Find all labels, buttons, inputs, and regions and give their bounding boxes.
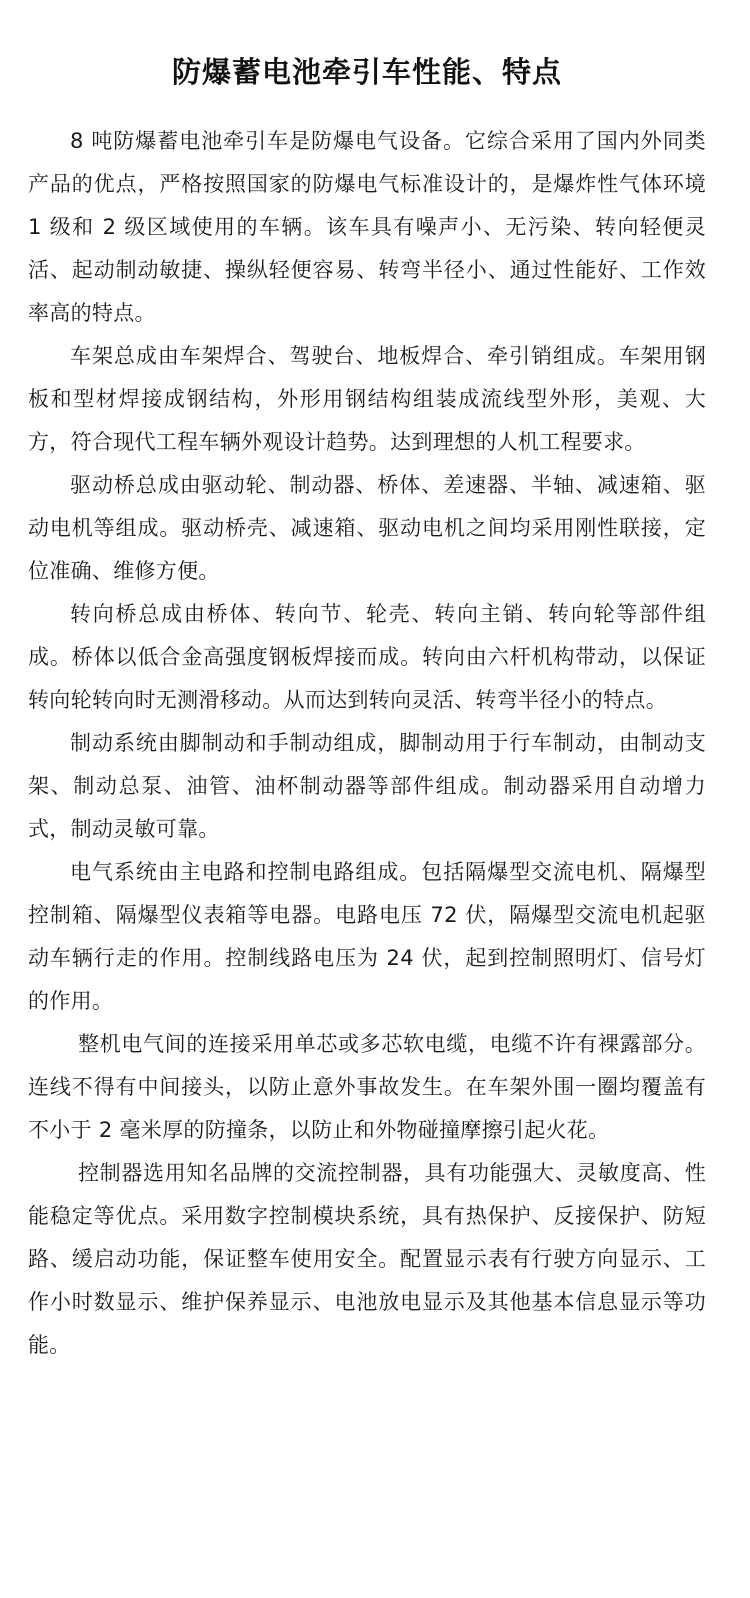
paragraph-controller: 控制器选用知名品牌的交流控制器，具有功能强大、灵敏度高、性能稳定等优点。采用数字控制模块系统，具有热保护、反接保护、防短路、缓启动功能，保证整车使用安全。配置显示表有行驶方向显示、工作小时数显示、维护保养显示、电池放电显示及其他基本信息显示等功能。	[28, 1161, 706, 1357]
paragraph-drive-axle: 驱动桥总成由驱动轮、制动器、桥体、差速器、半轴、减速箱、驱动电机等组成。驱动桥壳、减速箱、驱动电机之间均采用刚性联接，定位准确、维修方便。	[28, 473, 706, 583]
paragraph-cable-connection: 整机电气间的连接采用单芯或多芯软电缆，电缆不许有裸露部分。连线不得有中间接头，以防止意外事故发生。在车架外围一圈均覆盖有不小于 2 毫米厚的防撞条，以防止和外物碰撞摩擦引起火花。	[28, 1032, 706, 1142]
document-title: 防爆蓄电池牵引车性能、特点	[171, 55, 562, 89]
paragraph-electrical-system: 电气系统由主电路和控制电路组成。包括隔爆型交流电机、隔爆型控制箱、隔爆型仪表箱等电器。电路电压 72 伏，隔爆型交流电机起驱动车辆行走的作用。控制线路电压为 24 伏，起到控制照明灯、信号灯的作用。	[28, 860, 706, 1013]
paragraph-overview: 8 吨防爆蓄电池牵引车是防爆电气设备。它综合采用了国内外同类产品的优点，严格按照国家的防爆电气标准设计的，是爆炸性气体环境 1 级和 2 级区域使用的车辆。该车具有噪声小、无污染、转向轻便灵活、起动制动敏捷、操纵轻便容易、转弯半径小、通过性能好、工作效率高的特点。	[28, 129, 706, 325]
paragraph-brake-system: 制动系统由脚制动和手制动组成，脚制动用于行车制动，由制动支架、制动总泵、油管、油杯制动器等部件组成。制动器采用自动增力式，制动灵敏可靠。	[28, 731, 706, 841]
paragraph-frame-assembly: 车架总成由车架焊合、驾驶台、地板焊合、牵引销组成。车架用钢板和型材焊接成钢结构，外形用钢结构组装成流线型外形，美观、大方，符合现代工程车辆外观设计趋势。达到理想的人机工程要求。	[28, 344, 706, 454]
paragraph-steering-axle: 转向桥总成由桥体、转向节、轮壳、转向主销、转向轮等部件组成。桥体以低合金高强度钢板焊接而成。转向由六杆机构带动，以保证转向轮转向时无测滑移动。从而达到转向灵活、转弯半径小的特点。	[28, 602, 706, 712]
